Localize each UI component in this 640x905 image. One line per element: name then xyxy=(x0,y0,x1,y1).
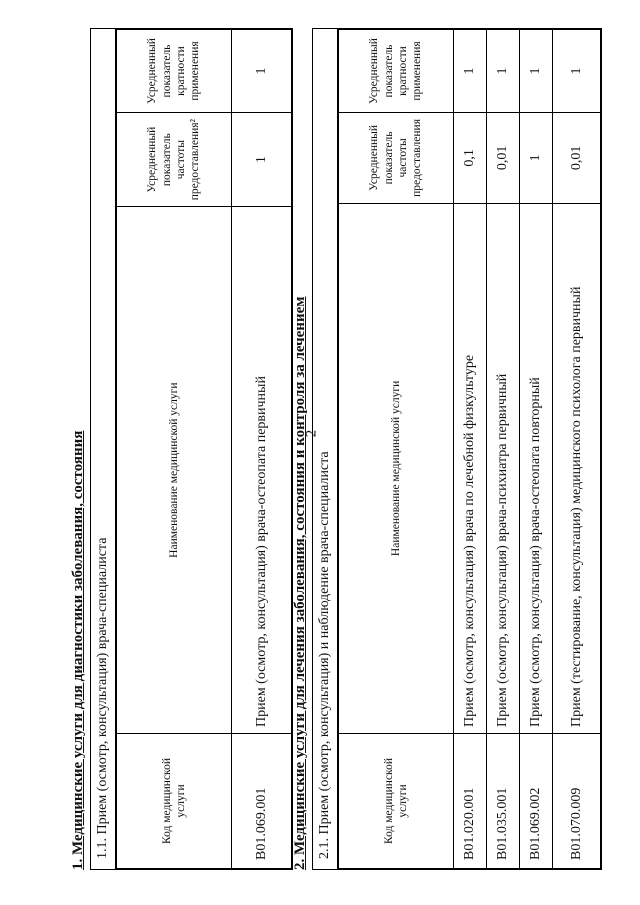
cell-freq: 1 xyxy=(232,113,292,207)
page-number: 2 xyxy=(303,429,320,438)
table-row xyxy=(232,30,292,869)
cell-name: Прием (тестирование, консультация) медицинского психолога первичный xyxy=(553,203,601,733)
cell-code: B01.069.002 xyxy=(520,734,553,869)
cell-freq: 1 xyxy=(520,113,553,204)
cell-mult: 1 xyxy=(454,30,487,113)
header-name: Наименование медицинской услуги xyxy=(339,203,454,733)
cell-code: B01.070.009 xyxy=(553,734,601,869)
cell-mult: 1 xyxy=(553,30,601,113)
header-mult: Усредненный показатель кратности применения xyxy=(117,30,232,113)
cell-mult: 1 xyxy=(232,30,292,113)
header-mult: Усредненный показатель кратности применения xyxy=(339,30,454,113)
section-2-box xyxy=(312,28,602,870)
section-1-box xyxy=(90,28,293,870)
table-row xyxy=(553,30,601,869)
table-header-row xyxy=(117,30,232,869)
cell-name: Прием (осмотр, консультация) врача-остеопата повторный xyxy=(520,203,553,733)
cell-freq: 0,01 xyxy=(487,113,520,204)
section-1-table xyxy=(116,29,292,869)
subsection-2-1-title: 2.1. Прием (осмотр, консультация) и наблюдение врача-специалиста xyxy=(313,29,338,869)
cell-freq: 0,01 xyxy=(553,113,601,204)
cell-name: Прием (осмотр, консультация) врача-психиатра первичный xyxy=(487,203,520,733)
section-2-table xyxy=(338,29,601,869)
cell-mult: 1 xyxy=(520,30,553,113)
section-2-title: 2. Медицинские услуги для лечения заболевания, состояния и контроля за лечением xyxy=(292,296,308,870)
cell-name: Прием (осмотр, консультация) врача-остеопата первичный xyxy=(232,207,292,734)
table-header-row xyxy=(339,30,454,869)
table-row xyxy=(520,30,553,869)
cell-code: B01.035.001 xyxy=(487,734,520,869)
cell-freq: 0,1 xyxy=(454,113,487,204)
rotated-document-body xyxy=(60,20,620,880)
cell-code: B01.020.001 xyxy=(454,734,487,869)
cell-name: Прием (осмотр, консультация) врача по лечебной физкультуре xyxy=(454,203,487,733)
header-name: Наименование медицинской услуги xyxy=(117,207,232,734)
subsection-1-1-title: 1.1. Прием (осмотр, консультация) врача-специалиста xyxy=(91,29,116,869)
header-code: Код медицинской услуги xyxy=(339,734,454,869)
table-row xyxy=(454,30,487,869)
header-code: Код медицинской услуги xyxy=(117,734,232,869)
section-1-title: 1. Медицинские услуги для диагностики заболевания, состояния xyxy=(70,430,86,870)
table-row xyxy=(487,30,520,869)
cell-mult: 1 xyxy=(487,30,520,113)
header-freq: Усредненный показатель частоты предоставления² xyxy=(117,113,232,207)
cell-code: B01.069.001 xyxy=(232,734,292,869)
header-freq: Усредненный показатель частоты предоставления xyxy=(339,113,454,204)
